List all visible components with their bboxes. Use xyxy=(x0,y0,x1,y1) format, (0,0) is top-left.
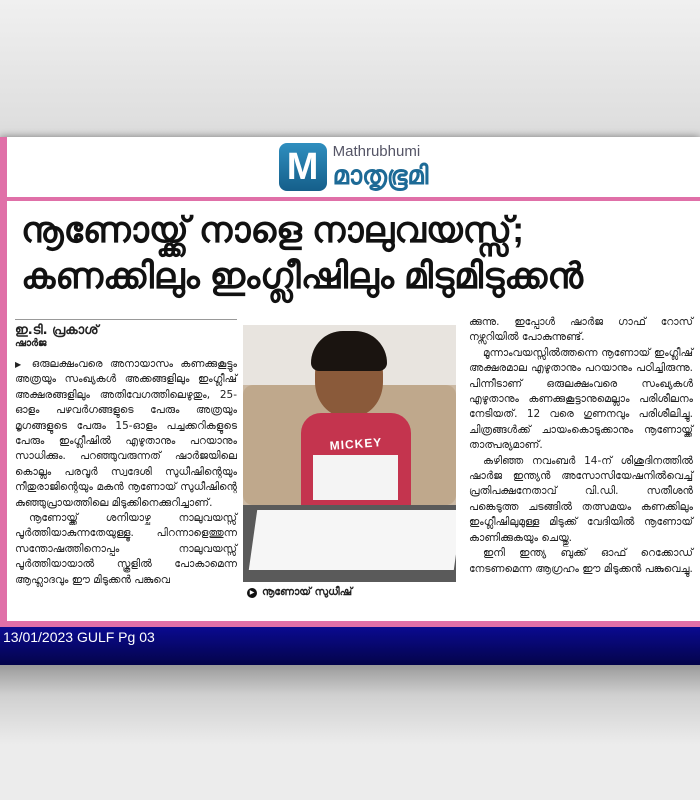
paragraph: ക്കുന്നു. ഇപ്പോൾ ഷാർജ ഗാഫ് റോസ് നഴ്സറിയിൽ പോകുന്നുണ്ട്. xyxy=(469,316,693,344)
headline-line-1: നൂണോയ്ക്ക് നാളെ നാലുവയസ്സ്; xyxy=(21,209,525,250)
byline-author: ഇ.ടി. പ്രകാശ് xyxy=(15,323,99,338)
article-column-1 xyxy=(15,319,237,588)
background-top xyxy=(0,0,700,140)
byline-place: ഷാർജ xyxy=(15,338,47,349)
headline xyxy=(21,207,700,299)
divider xyxy=(7,197,700,201)
masthead xyxy=(7,137,700,197)
article-column-3 xyxy=(469,315,693,577)
masthead-name-english: Mathrubhumi xyxy=(332,142,421,160)
paragraph: നൂണോയ്ക്ക് ശനിയാഴ്ച നാലുവയസ്സ് പൂർത്തിയാകുന്നതേയുള്ളൂ. പിറന്നാളെത്തുന്ന സന്തോഷത്തിനൊപ്പം നാലുവയസ്സ് പൂർത്തിയായാൽ സ്കൂളിൽ പോകാമെന്ന ആഹ്ലാദവും ഈ മിടുക്കൻ പങ്കുവെ xyxy=(15,512,237,586)
newspaper-clipping xyxy=(0,137,700,627)
headline-line-2: കണക്കിലും ഇംഗ്ലീഷിലും മിടുമിടുക്കൻ xyxy=(21,255,584,296)
edition-date-label: 13/01/2023 GULF Pg 03 xyxy=(3,629,155,645)
mathrubhumi-logo-icon: M xyxy=(279,143,327,191)
article-photo xyxy=(243,325,456,582)
paragraph: ഇനി ഇന്ത്യ ബുക്ക് ഓഫ് റെക്കോഡ് നേടണമെന്ന ആഗ്രഹം ഈ മിടുക്കൻ പങ്കുവെച്ചു. xyxy=(469,547,693,575)
caption-text: നൂണോയ് സുധീഷ് xyxy=(262,586,353,598)
paragraph: മൂന്നാംവയസ്സിൽത്തന്നെ നൂണോയ് ഇംഗ്ലീഷ് അക്ഷരമാല എഴുതാനും പറയാനും പഠിച്ചിരുന്നു. പിന്നീടാണ് ഒരുലക്ഷംവരെ സംഖ്യകൾ എഴുതാനും കണക്കുകൂട്ടാനുമെല്ലാം പരിശീലനം നേടിയത്. 12 വരെ ഗുണനവും പരിശീലിച്ചു. ചിത്രങ്ങൾക്ക് ചായംകൊടുക്കാനും നൂണോയ്ക്ക് താത്പര്യമാണ്. xyxy=(469,346,693,452)
shirt-print-text: MICKEY xyxy=(329,435,383,453)
page-footer-bar xyxy=(0,627,700,665)
photo-caption xyxy=(247,586,352,599)
masthead-name-malayalam: മാതൃഭൂമി xyxy=(332,159,429,190)
background-bottom xyxy=(0,665,700,800)
play-circle-icon: ▶ xyxy=(247,588,257,598)
paragraph: കഴിഞ്ഞ നവംബർ 14-ന് ശിശുദിനത്തിൽ ഷാർജ ഇന്ത്യൻ അസോസിയേഷനിൽവെച്ച് പ്രതിപക്ഷനേതാവ് വി.ഡി. സതീശൻ പങ്കെടുത്ത ചടങ്ങിൽ തത്സമയം കണക്കിലും ഇംഗ്ലീഷിലുമുള്ള മിടുക്ക് വേദിയിൽ നൂണോയ് കാണിക്കുകയും ചെയ്തു. xyxy=(469,454,693,544)
bullet-arrow-icon: ▶ xyxy=(15,360,32,369)
paragraph: ഒരുലക്ഷംവരെ അനായാസം കണക്കുകൂട്ടും അത്രയും സംഖ്യകൾ അക്കങ്ങളിലും ഇംഗ്ലീഷ് അക്ഷരങ്ങളിലും അതിവേഗത്തിലെഴുതും, 25-ഓളം പഴവർഗങ്ങളുടെ പേരും അത്രയും മൃഗങ്ങളുടെ പേരും 15-ഓളം പച്ചക്കറികളുടെ പേരും ഇംഗ്ലീഷിൽ എഴുതാനും പറയാനും സാധിക്കും. പറഞ്ഞുവരുന്നത് ഷാർജയിലെ കൊല്ലം പരവൂർ സ്വദേശി സുധീഷിന്റെയും നീതുരാജിന്റെയും മകൻ നൂണോയ് സുധീഷിന്റെ കുഞ്ഞുപ്രായത്തിലെ മിടുക്കിനെക്കുറിച്ചാണ്. xyxy=(15,358,237,509)
